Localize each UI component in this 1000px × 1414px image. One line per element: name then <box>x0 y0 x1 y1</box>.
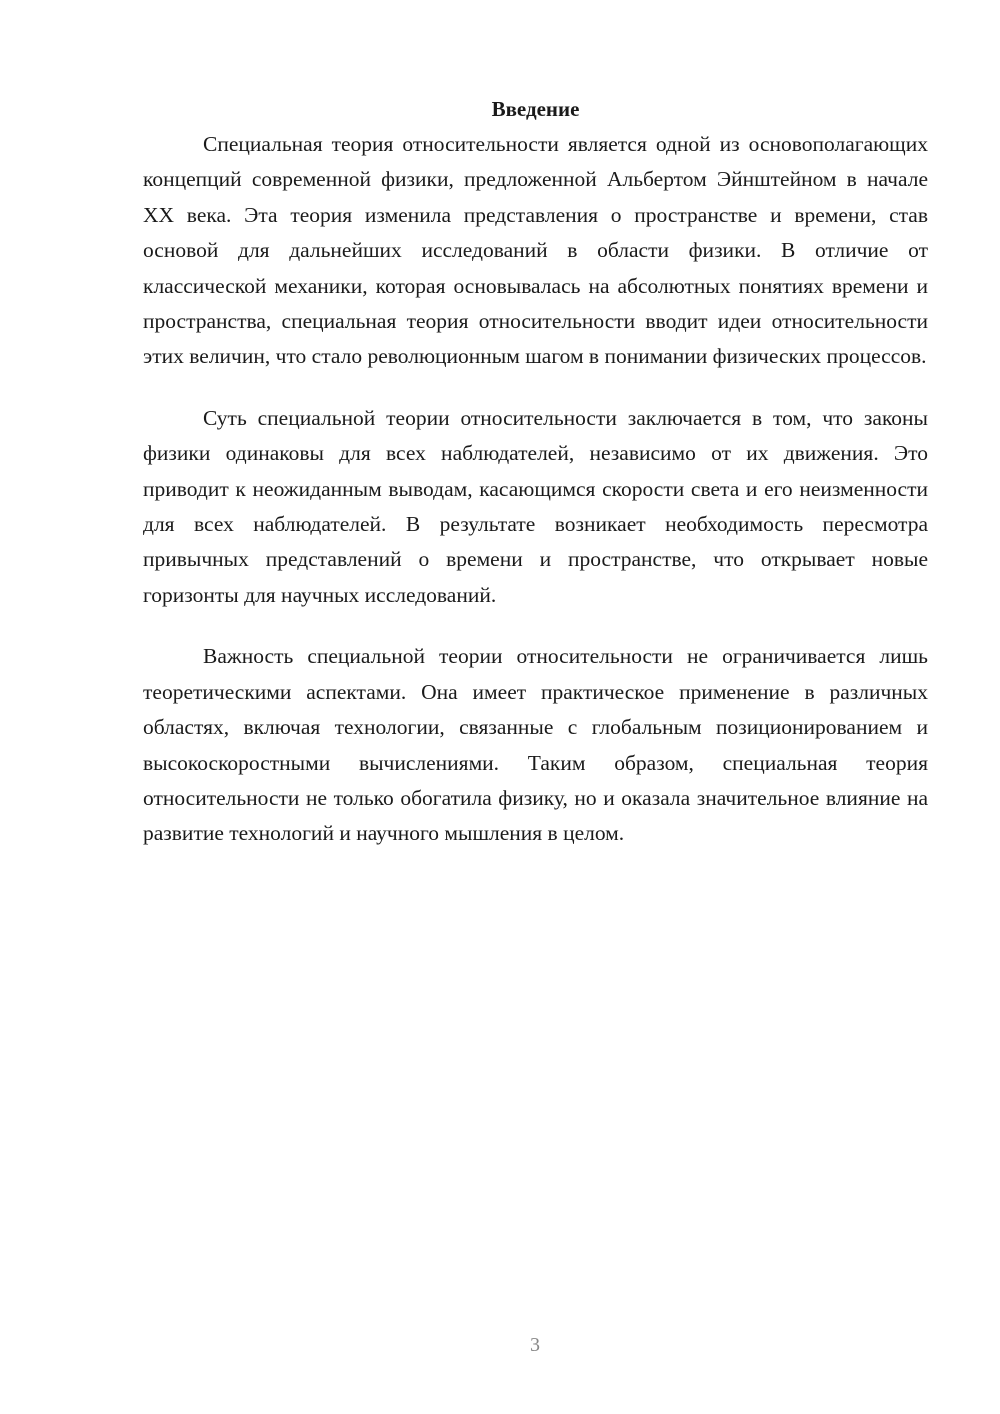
page-number: 3 <box>530 1334 540 1356</box>
paragraph-intro: Специальная теория относительности является одной из основополагающих концепций современной физики, предложенной Альбертом Эйнштейном в начале XX века. Эта теория изменила представления о пространстве и времени, став основой для дальнейших исследований в области физики. В отличие от классической механики, которая основывалась на абсолютных понятиях времени и пространства, специальная теория относительности вводит идеи относительности этих величин, что стало революционным шагом в понимании физических процессов. <box>143 132 928 369</box>
paragraph-importance: Важность специальной теории относительности не ограничивается лишь теоретическими аспектами. Она имеет практическое применение в различных областях, включая технологии, связанные с глобальным позиционированием и высокоскоростными вычислениями. Таким образом, специальная теория относительности не только обогатила физику, но и оказала значительное влияние на развитие технологий и научного мышления в целом. <box>143 644 928 846</box>
page-content <box>143 94 928 878</box>
section-title: Введение <box>491 97 580 121</box>
paragraph-essence: Суть специальной теории относительности заключается в том, что законы физики одинаковы для всех наблюдателей, независимо от их движения. Это приводит к неожиданным выводам, касающимся скорости света и его неизменности для всех наблюдателей. В результате возникает необходимость пересмотра привычных представлений о времени и пространстве, что открывает новые горизонты для научных исследований. <box>143 405 928 607</box>
